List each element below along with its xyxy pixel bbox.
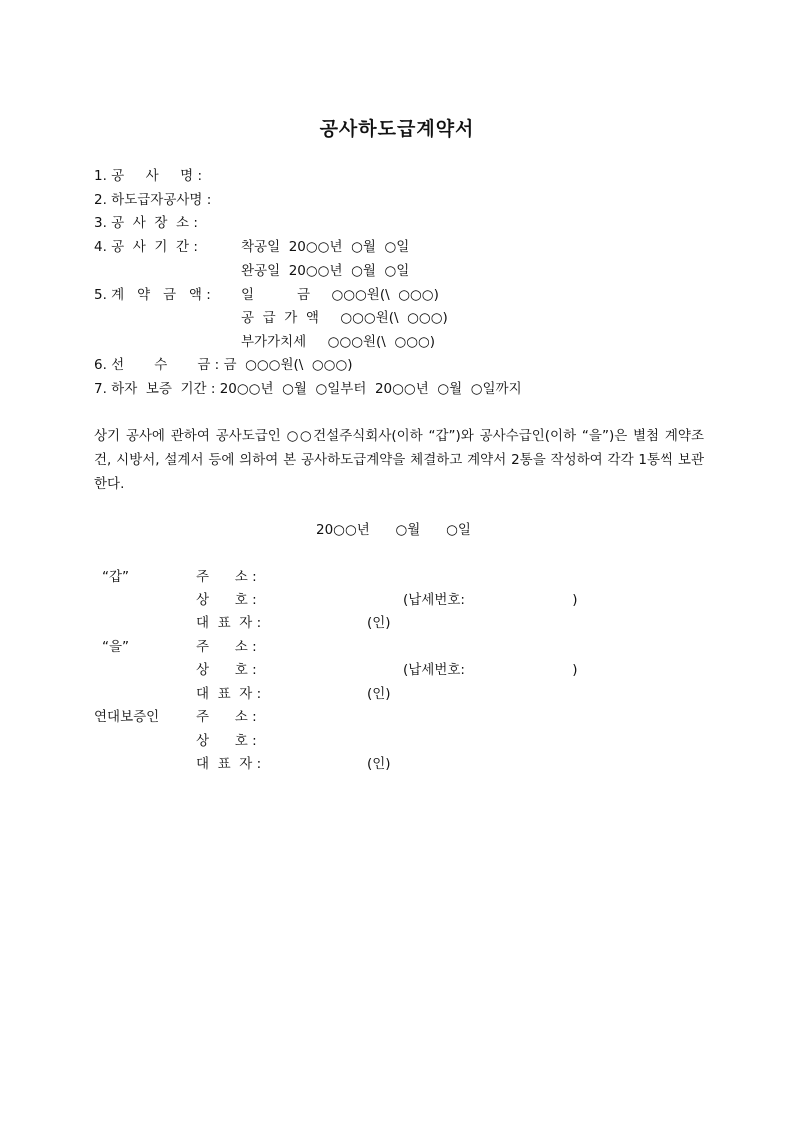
party-gap-representative: 대 표 자 : xyxy=(196,615,262,631)
item-5-supply: 공 급 가 액 ○○○원(\ ○○○) xyxy=(241,310,448,326)
party-eul-seal: (인) xyxy=(367,686,391,702)
item-2-label: 2. 하도급자공사명 : xyxy=(94,192,212,208)
contract-paragraph-text: 상기 공사에 관하여 공사도급인 ○○건설주식회사(이하 “갑”)와 공사수급인(이하 “을”)은 별첨 계약조건, 시방서, 설계서 등에 의하여 본 공사하도급계약을 체결하고 계약서 2통을 작성하여 각각 1통씩 보관한다. xyxy=(94,428,704,492)
party-eul-representative: 대 표 자 : xyxy=(196,686,262,702)
party-gap-label: “갑” xyxy=(102,569,130,585)
document-title: 공사하도급계약서 xyxy=(319,118,475,140)
contract-paragraph xyxy=(94,424,704,496)
item-1-label: 1. 공 사 명 : xyxy=(94,168,203,184)
party-eul-label: “을” xyxy=(102,639,130,655)
item-6-label: 6. 선 수 금 : 금 ○○○원(\ ○○○) xyxy=(94,357,353,373)
contract-date: 20○○년 ○월 ○일 xyxy=(316,522,471,538)
item-5-vat: 부가가치세 ○○○원(\ ○○○) xyxy=(241,334,436,350)
guarantor-label: 연대보증인 xyxy=(94,709,160,725)
party-gap-address: 주 소 : xyxy=(196,569,257,585)
item-4-start: 착공일 20○○년 ○월 ○일 xyxy=(241,239,410,255)
party-gap-company: 상 호 : xyxy=(196,592,257,608)
item-7-label: 7. 하자 보증 기간 : 20○○년 ○월 ○일부터 20○○년 ○월 ○일까지 xyxy=(94,381,522,397)
guarantor-company: 상 호 : xyxy=(196,733,257,749)
guarantor-address: 주 소 : xyxy=(196,709,257,725)
item-3-label: 3. 공 사 장 소 : xyxy=(94,215,198,231)
guarantor-seal: (인) xyxy=(367,756,391,772)
item-4-label: 4. 공 사 기 간 : xyxy=(94,239,198,255)
guarantor-representative: 대 표 자 : xyxy=(196,756,262,772)
item-5-label: 5. 계 약 금 액 : xyxy=(94,287,211,303)
party-eul-tax-no: (납세번호: ) xyxy=(403,662,578,678)
item-5-total: 일 금 ○○○원(\ ○○○) xyxy=(241,287,439,303)
party-eul-address: 주 소 : xyxy=(196,639,257,655)
party-gap-seal: (인) xyxy=(367,615,391,631)
party-eul-company: 상 호 : xyxy=(196,662,257,678)
party-gap-tax-no: (납세번호: ) xyxy=(403,592,578,608)
item-4-end: 완공일 20○○년 ○월 ○일 xyxy=(241,263,410,279)
